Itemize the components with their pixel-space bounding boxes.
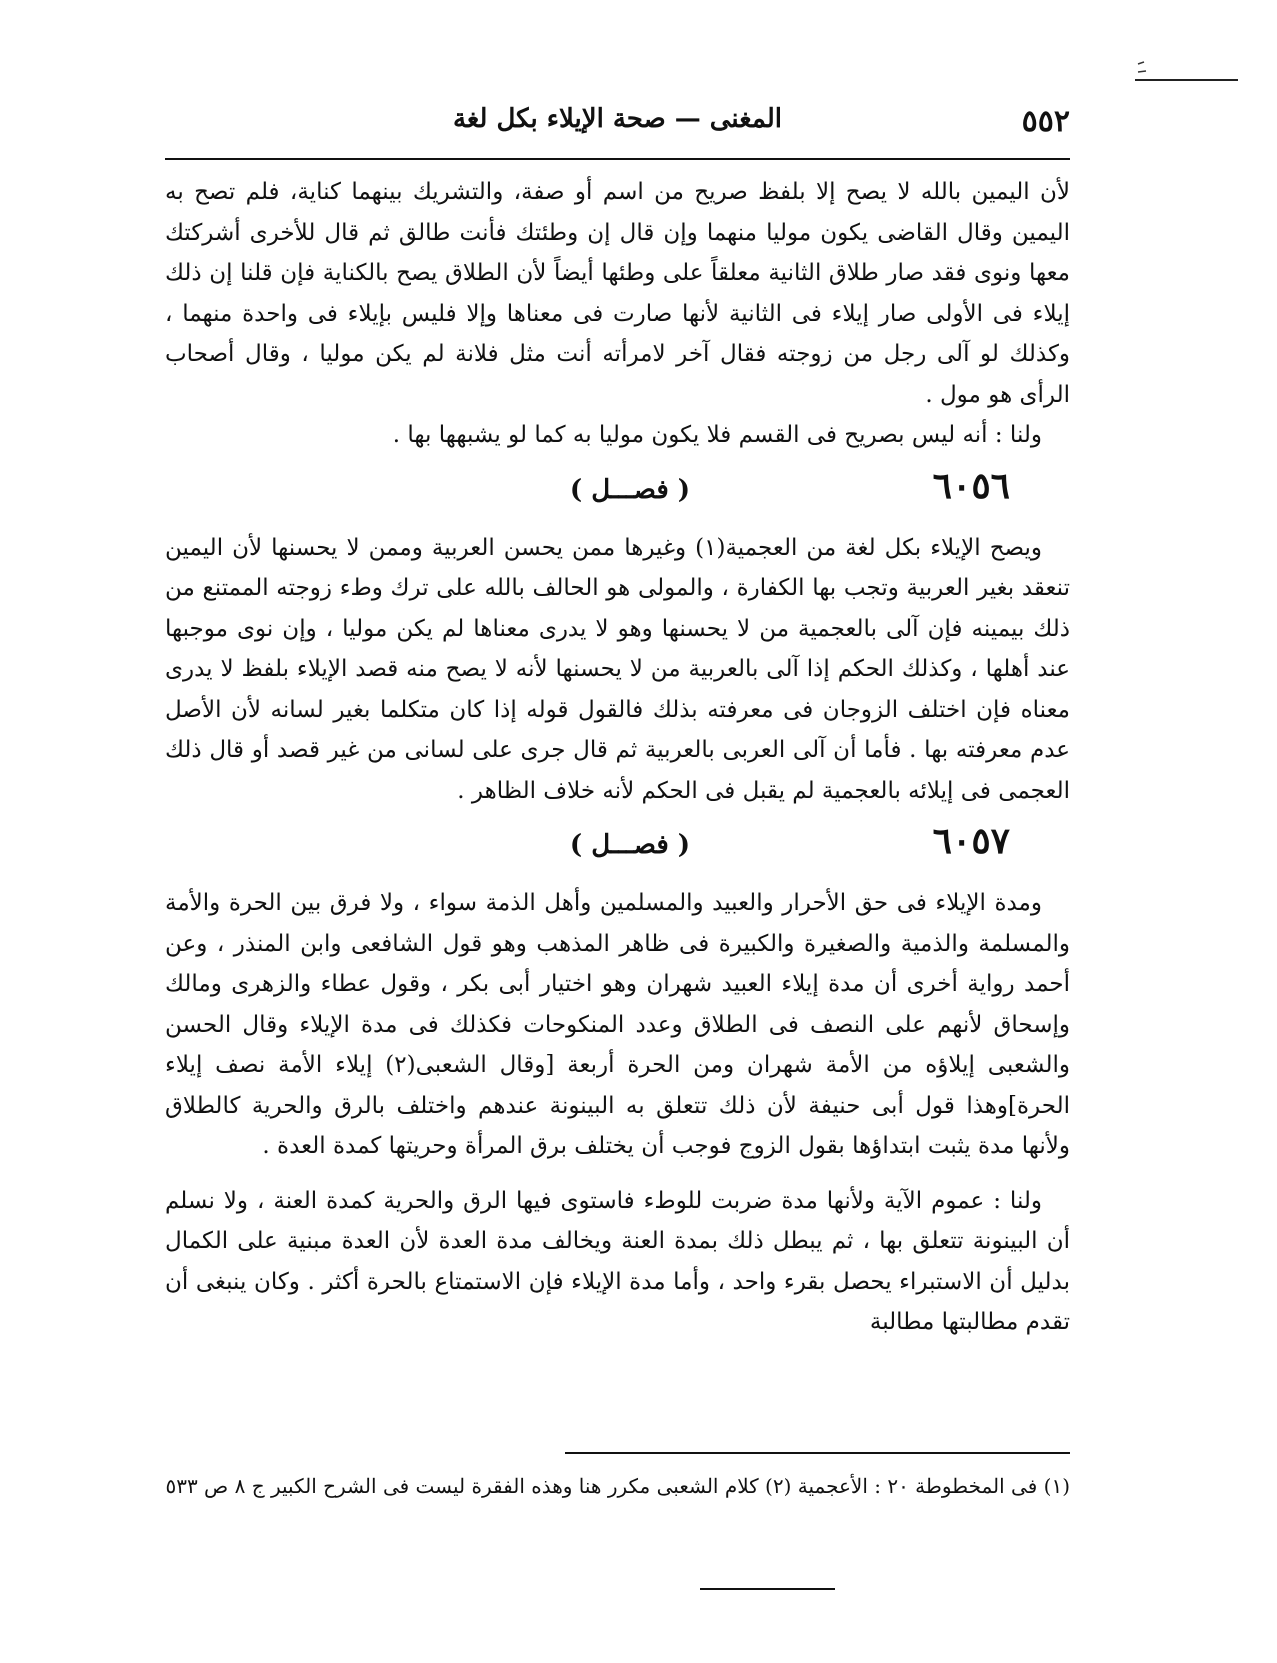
running-title: المغنى — صحة الإيلاء بكل لغة [452, 104, 782, 134]
section-number: ٦٠٥٦ [932, 464, 1010, 507]
page-number: ٥٥٢ [1021, 104, 1070, 139]
paragraph: ولنا : عموم الآية ولأنها مدة ضربت للوطء فاستوى فيها الرق والحرية كمدة العنة ، ولا نسلم أن البينونة تتعلق بها ، ثم يبطل ذلك بمدة العنة ويخالف مدة العدة لأن العدة مبنية على الكمال بدليل أن الاستبراء يحصل بقرء واحد ، وأما مدة الإيلاء فإن الاستمتاع بالحرة أكثر . وكان ينبغى أن تقدم مطالبتها مطالبة [165, 1187, 1070, 1335]
section-title: ( فصـــل ) [569, 474, 691, 505]
main-text [165, 172, 1070, 1343]
corner-pen-mark [1120, 50, 1240, 100]
section-heading-6057 [165, 815, 1070, 877]
footnotes: (١) فى المخطوطة ٢٠ : الأعجمية (٢) كلام الشعبى مكرر هنا وهذه الفقرة ليست فى الشرح الكبير ج ٨ ص ٥٣٣ [165, 1474, 1070, 1498]
bottom-rule [700, 1588, 835, 1590]
section-title: ( فصـــل ) [569, 830, 691, 860]
page-header [165, 104, 1070, 148]
paragraph: ولنا : أنه ليس بصريح فى القسم فلا يكون موليا به كما لو يشبهها بها . [392, 422, 1042, 448]
section-number: ٦٠٥٧ [932, 820, 1010, 862]
paragraph: ومدة الإيلاء فى حق الأحرار والعبيد والمسلمين وأهل الذمة سواء ، ولا فرق بين الحرة والأمة والمسلمة والذمية والصغيرة والكبيرة فى ظاهر المذهب وهو قول الشافعى وابن المنذر ، وعن أحمد رواية أخرى أن مدة إيلاء العبيد شهران وهو اختيار أبى بكر ، وقول عطاء والزهرى ومالك وإسحاق لأنهم على النصف فى الطلاق وعدد المنكوحات فكذلك فى مدة الإيلاء وقال الحسن والشعبى إيلاؤه من الأمة شهران ومن الحرة أربعة [وقال الشعبى(٢) إيلاء الأمة نصف إيلاء الحرة]وهذا قول أبى حنيفة لأن ذلك تتعلق به البينونة عندهم واختلف بالرق والحرية كالطلاق ولأنها مدة يثبت ابتداؤها بقول الزوج فوجب أن يختلف برق المرأة وحريتها كمدة العدة . [165, 890, 1070, 1159]
header-rule [165, 158, 1070, 160]
footnote-rule [565, 1452, 1070, 1454]
paragraph: ويصح الإيلاء بكل لغة من العجمية(١) وغيرها ممن يحسن العربية وممن لا يحسنها لأن اليمين تنعقد بغير العربية وتجب بها الكفارة ، والمولى هو الحالف بالله على ترك وطء زوجته الممتنع من ذلك بيمينه فإن آلى بالعجمية من لا يحسنها وهو لا يدرى معناها لم يكن موليا ، وإن نوى موجبها عند أهلها ، وكذلك الحكم إذا آلى بالعربية من لا يحسنها لأنه لا يصح منه قصد الإيلاء بلفظ لا يدرى معناه فإن اختلف الزوجان فى معرفته بذلك فالقول قوله إذا كان متكلما بغير لسانه لأن الأصل عدم معرفته بها . فأما أن آلى العربى بالعربية ثم قال جرى على لسانى من غير قصد أو قال ذلك العجمى فى إيلائه بالعجمية لم يقبل فى الحكم لأنه خلاف الظاهر . [165, 534, 1070, 804]
paragraph: لأن اليمين بالله لا يصح إلا بلفظ صريح من اسم أو صفة، والتشريك بينهما كناية، فلم تصح به اليمين وقال القاضى يكون موليا منهما وإن قال إن وطئتك فأنت طالق ثم قال للأخرى أشركتك معها ونوى فقد صار طلاق الثانية معلقاً على وطئها أيضاً لأن الطلاق يصح بالكناية فإن قلنا إن ذلك إيلاء فى الأولى صار إيلاء فى الثانية لأنها صارت فى معناها وإلا فليس بإيلاء فى واحدة منهما ، وكذلك لو آلى رجل من زوجته فقال آخر لامرأته أنت مثل فلانة لم يكن موليا ، وقال أصحاب الرأى هو مول . [165, 179, 1070, 408]
section-heading-6056 [165, 460, 1070, 522]
